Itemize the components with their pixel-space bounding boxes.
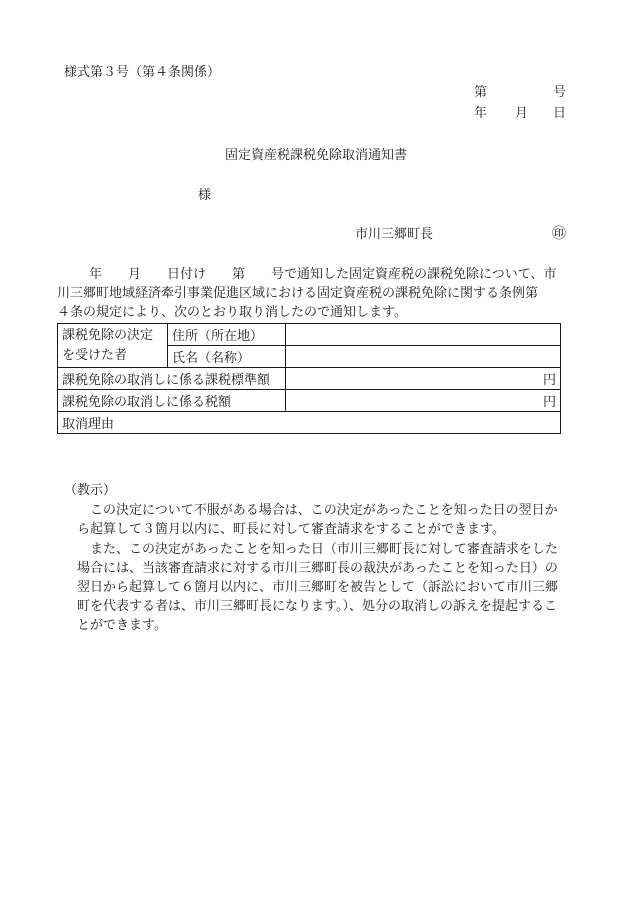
notice-heading: （教示） [64,483,117,498]
body-line-3: ４条の規定により、次のとおり取り消したので通知します。 [57,305,407,320]
tax-standard-label: 課税免除の取消しに係る課税標準額 [58,368,286,390]
tax-amount-value[interactable]: 円 [286,390,561,412]
notice-paragraph-2 [77,540,577,635]
notice-p2-line-3: 翌日から起算して６箇月以内に、市川三郷町を被告として（訴訟において市川三郷 [77,580,559,595]
body-line-1: 年 月 日付け 第 号で通知した固定資産税の課税免除について、市 [89,267,557,282]
cancellation-reason-cell[interactable]: 取消理由 [58,412,561,434]
sender-name: 市川三郷町長 [355,227,434,242]
name-value[interactable] [286,346,561,368]
doc-number-suffix: 号 [553,85,567,100]
address-value[interactable] [286,324,561,346]
tax-amount-label: 課税免除の取消しに係る税額 [58,390,286,412]
recipient-label-cell [58,324,168,368]
notice-paragraph-1 [77,501,577,539]
notice-p2-line-4: 町を代表する者は、市川三郷町長になります。）、処分の取消しの訴えを提起するこ [77,599,557,614]
date-month: 月 [515,106,529,121]
recipient-label-line-1: 課税免除の決定 [62,327,154,343]
form-number: 様式第３号（第４条関係） [64,65,221,80]
doc-number-prefix: 第 [474,85,488,100]
cancellation-table [57,323,561,434]
date-year: 年 [474,106,488,121]
name-label: 氏名（名称） [168,346,286,368]
seal-mark: ㊞ [552,226,566,242]
date-day: 日 [553,106,567,121]
notice-p1-line-1: この決定について不服がある場合は、この決定があったことを知った日の翌日か [90,503,558,518]
notice-p1-line-2: ら起算して３箇月以内に、町長に対して審査請求をすることができます。 [77,522,505,537]
address-label: 住所（所在地） [168,324,286,346]
body-line-2: 川三郷町地域経済牽引事業促進区域における固定資産税の課税免除に関する条例第 [57,286,539,301]
notice-p2-line-2: 場合には、当該審査請求に対する市川三郷町長の裁決があったことを知った日）の [77,561,558,576]
notice-p2-line-1: また、この決定があったことを知った日（市川三郷町長に対して審査請求をした [90,542,558,557]
addressee-suffix: 様 [198,188,212,203]
recipient-label-line-2: を受けた者 [62,347,128,363]
body-text [57,265,577,322]
document-title: 固定資産税課税免除取消通知書 [225,148,408,163]
tax-standard-value[interactable]: 円 [286,368,561,390]
notice-p2-line-5: とができます。 [77,618,167,633]
